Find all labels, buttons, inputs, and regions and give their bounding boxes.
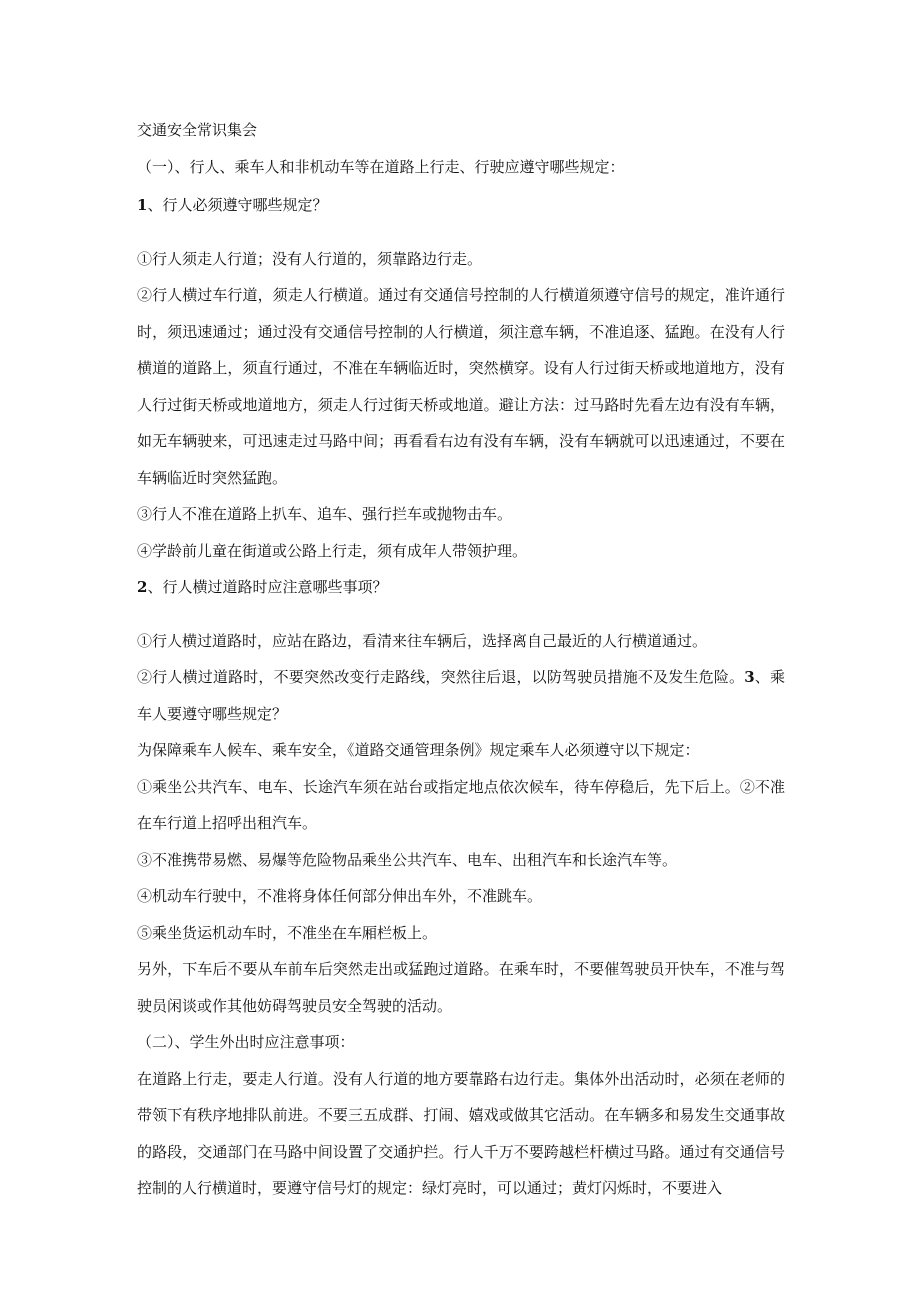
q3-intro: 为保障乘车人候车、乘车安全，《道路交通管理条例》规定乘车人必须遵守以下规定： bbox=[137, 741, 700, 759]
question-2-heading bbox=[137, 569, 785, 606]
q1-item-3: ③行人不准在道路上扒车、追车、强行拦车或抛物击车。 bbox=[137, 505, 513, 523]
q1-item-2: ②行人横过车行道，须走人行横道。通过有交通信号控制的人行横道须遵守信号的规定，准许通行时，须迅速通过；通过没有交通信号控制的人行横道，须注意车辆，不准追逐、猛跑。在没有人行横道的道路上，须直行通过，不准在车辆临近时，突然横穿。设有人行过街天桥或地道地方，没有人行过街天桥或地道地方，须走人行过街天桥或地道。避让方法：过马路时先看左边有没有车辆，如无车辆驶来，可迅速走过马路中间；再看看右边有没有车辆，没有车辆就可以迅速通过，不要在车辆临近时突然猛跑。 bbox=[137, 286, 785, 487]
q3-item-4: ④机动车行驶中，不准将身体任何部分伸出车外，不准跳车。 bbox=[137, 887, 543, 905]
question-1-text: 、行人必须遵守哪些规定？ bbox=[147, 196, 328, 214]
q3-item-3: ③不准携带易燃、易爆等危险物品乘坐公共汽车、电车、出租汽车和长途汽车等。 bbox=[137, 850, 678, 869]
question-1-number: 1 bbox=[137, 196, 148, 214]
q2-item-1: ①行人横过道路时，应站在路边，看清来往车辆后，选择离自己最近的人行横道通过。 bbox=[137, 631, 708, 650]
q1-item-4: ④学龄前儿童在街道或公路上行走，须有成年人带领护理。 bbox=[137, 541, 528, 560]
q3-item-5: ⑤乘坐货运机动车时，不准坐在车厢栏板上。 bbox=[137, 923, 438, 942]
question-3-text: 、乘车人要遵守哪些规定？ bbox=[137, 668, 785, 723]
section-2-body: 在道路上行走，要走人行道。没有人行道的地方要靠路右边行走。集体外出活动时，必须在老师的带领下有秩序地排队前进。不要三五成群、打闹、嬉戏或做其它活动。在车辆多和易发生交通事故的路段，交通部门在马路中间设置了交通护拦。行人千万不要跨越栏杆横过马路。通过有交通信号控制的人行横道时，要遵守信号灯的规定：绿灯亮时，可以通过；黄灯闪烁时，不要进入 bbox=[137, 1069, 785, 1197]
question-2-number: 2 bbox=[137, 578, 148, 596]
q1-item-1: ①行人须走人行道；没有人行道的，须靠路边行走。 bbox=[137, 249, 483, 268]
question-1-heading bbox=[137, 187, 785, 224]
q3-extra: 另外，下车后不要从车前车后突然走出或猛跑过道路。在乘车时，不要催驾驶员开快车，不准与驾驶员闲谈或作其他妨碍驾驶员安全驾驶的活动。 bbox=[137, 960, 785, 1015]
q3-item-1: ①乘坐公共汽车、电车、长途汽车须在站台或指定地点依次候车，待车停稳后，先下后上。②不准在车行道上招呼出租汽车。 bbox=[137, 777, 785, 832]
document-title: 交通安全常识集会 bbox=[137, 121, 258, 139]
question-2-text: 、行人横过道路时应注意哪些事项？ bbox=[147, 578, 388, 596]
q2-item-2-text: ②行人横过道路时，不要突然改变行走路线，突然往后退，以防驾驶员措施不及发生危险。 bbox=[137, 668, 745, 686]
question-3-number: 3 bbox=[744, 668, 755, 686]
section-2-title: （二）、学生外出时应注意事项： bbox=[137, 1033, 355, 1051]
section-1-title: （一）、行人、乘车人和非机动车等在道路上行走、行驶应遵守哪些规定： bbox=[137, 157, 625, 176]
q2-item-2 bbox=[137, 659, 785, 732]
document-body bbox=[137, 112, 785, 1207]
